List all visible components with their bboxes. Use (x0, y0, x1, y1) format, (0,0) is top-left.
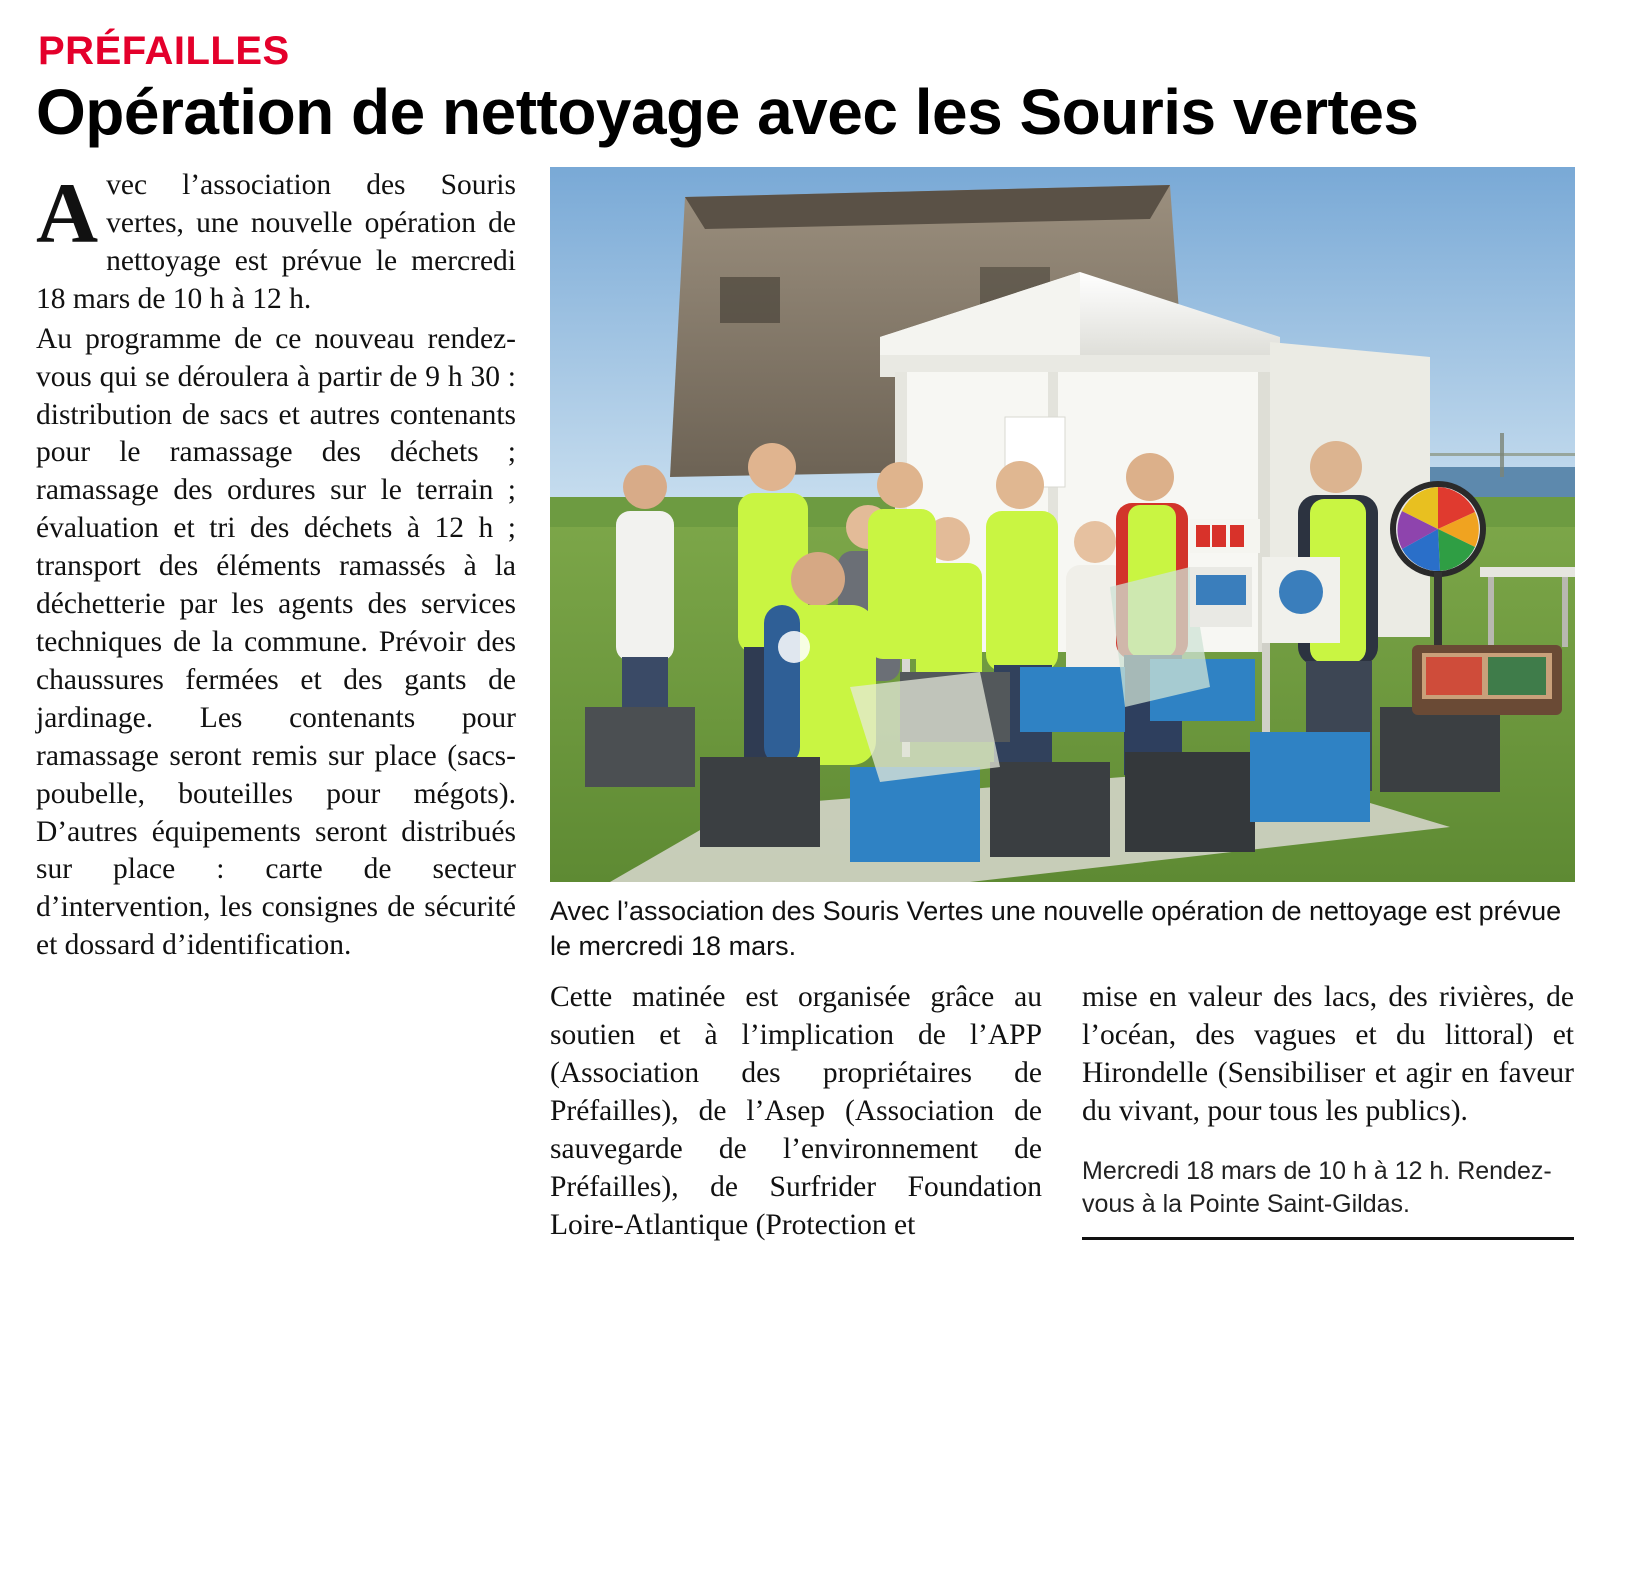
photo-caption (550, 894, 1575, 963)
photo-caption-text: Avec l’association des Souris Vertes une nouvelle opération de nettoyage est prévue le mercredi 18 mars. (550, 896, 1562, 961)
article-lower-section (36, 979, 1611, 1244)
page-title: Opération de nettoyage avec les Souris vertes (36, 76, 1419, 148)
practical-info: Mercredi 18 mars de 10 h à 12 h. Rendez-vous à la Pointe Saint-Gildas. (1082, 1155, 1574, 1240)
article-column-left (36, 167, 516, 965)
paragraph-4: mise en valeur des lacs, des rivières, de l’océan, des vagues et du littoral) et Hirondelle (Sensibiliser et agir en faveur du vivant, pour tous les publics). (1082, 981, 1574, 1127)
article-upper-section (36, 167, 1611, 965)
lead-paragraph-text: vec l’association des Souris vertes, une nouvelle opération de nettoyage est prévue le mercredi 18 mars de 10 h à 12 h. (36, 169, 516, 315)
article-column-right (1082, 979, 1574, 1244)
article-kicker: PRÉFAILLES (38, 29, 290, 73)
layout-spacer (36, 979, 516, 1244)
drop-cap: A (36, 165, 99, 262)
photo-block (550, 167, 1575, 963)
lead-paragraph (36, 167, 516, 319)
article-column-middle (550, 979, 1042, 1244)
paragraph-2: Au programme de ce nouveau rendez-vous qui se déroulera à partir de 9 h 30 : distribution de sacs et autres contenants pour le ramassage des déchets ; ramassage des ordures sur le terrain ; évaluation et tri des déchets à 12 h ; transport des éléments ramassés à la déchetterie par les agents des services techniques de la commune. Prévoir des chaussures fermées et des gants de jardinage. Les contenants pour ramassage seront remis sur place (sacs-poubelle, bouteilles pour mégots). D’autres équipements seront distribués sur place : carte de secteur d’intervention, les consignes de sécurité et dossard d’identification. (36, 322, 516, 962)
article-photo (550, 167, 1575, 882)
article-lower-columns (550, 979, 1575, 1244)
paragraph-3: Cette matinée est organisée grâce au soutien et à l’implication de l’APP (Association des propriétaires de Préfailles), de l’Asep (Association de sauvegarde de l’environnement de Préfailles), de Surfrider Foundation Loire-Atlantique (Protection et (550, 981, 1042, 1241)
